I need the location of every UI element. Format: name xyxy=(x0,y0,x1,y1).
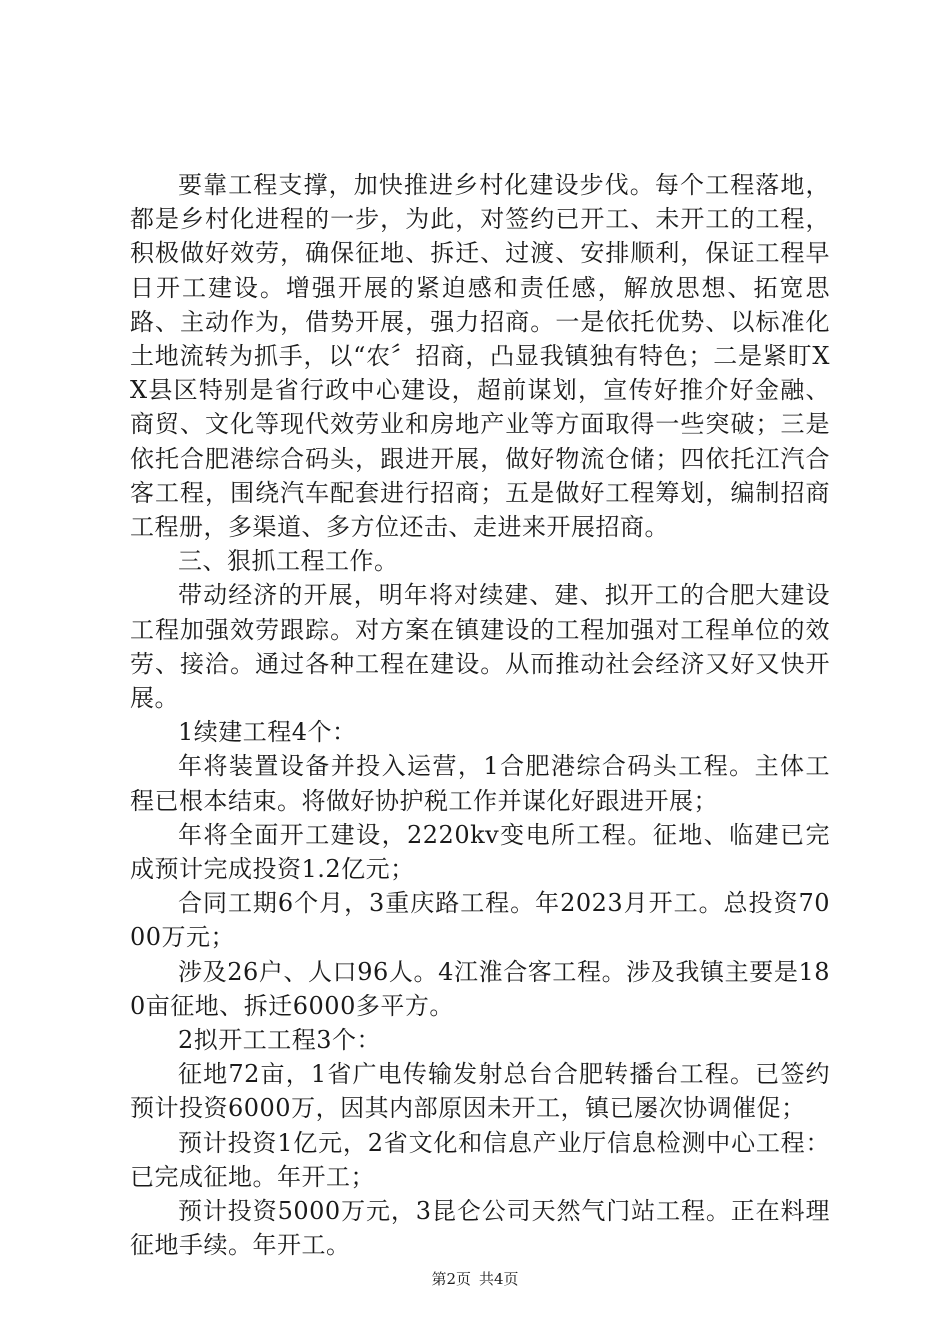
page-number: 第2页 xyxy=(431,1270,471,1288)
document-body xyxy=(130,168,830,1263)
paragraph-substation: 年将全面开工建设，2220kv变电所工程。征地、临建已完成预计完成投资1.2亿元； xyxy=(130,820,830,884)
paragraph-gas-station: 预计投资5000万元，3昆仑公司天然气门站工程。正在料理征地手续。年开工。 xyxy=(130,1197,830,1260)
page-footer xyxy=(0,1268,950,1289)
paragraph-port-terminal: 年将装置设备并投入运营，1合肥港综合码头工程。主体工程已根本结束。将做好协护税工作并谋化好跟进开展； xyxy=(130,752,830,815)
paragraph-info-testing-center: 预计投资1亿元，2省文化和信息产业厅信息检测中心工程：已完成征地。年开工； xyxy=(130,1128,830,1191)
paragraph-broadcast-station: 征地72亩，1省广电传输发射总台合肥转播台工程。已签约预计投资6000万，因其内部原因未开工，镇已屡次协调催促； xyxy=(130,1060,830,1123)
subheading-continued-projects: 1续建工程4个： xyxy=(178,718,357,747)
subheading-planned-projects: 2拟开工工程3个： xyxy=(178,1026,382,1055)
paragraph-economic-development: 带动经济的开展，明年将对续建、建、拟开工的合肥大建设工程加强效劳跟踪。对方案在镇建设的工程加强对工程单位的效劳、接洽。通过各种工程在建设。从而推动社会经济又好又快开展。 xyxy=(130,581,830,713)
paragraph-chongqing-road: 合同工期6个月，3重庆路工程。年2023月开工。总投资7000万元； xyxy=(130,889,830,952)
paragraph-jac-bus: 涉及26户、人口96人。4江淮合客工程。涉及我镇主要是180亩征地、拆迁6000多平方。 xyxy=(130,957,830,1020)
section-heading-projects: 三、狠抓工程工作。 xyxy=(178,547,399,576)
paragraph-project-support: 要靠工程支撑，加快推进乡村化建设步伐。每个工程落地，都是乡村化进程的一步，为此，对签约已开工、未开工的工程，积极做好效劳，确保征地、拆迁、过渡、安排顺利，保证工程早日开工建设。增强开展的紧迫感和责任感，解放思想、拓宽思路、主动作为，借势开展，强力招商。一是依托优势、以标准化土地流转为抓手，以“农〞招商，凸显我镇独有特色；二是紧盯XX县区特别是省行政中心建设，超前谋划，宣传好推介好金融、商贸、文化等现代效劳业和房地产业等方面取得一些突破；三是依托合肥港综合码头，跟进开展，做好物流仓储；四依托江汽合客工程，围绕汽车配套进行招商；五是做好工程筹划，编制招商工程册，多渠道、多方位还击、走进来开展招商。 xyxy=(130,171,830,542)
page-total: 共4页 xyxy=(479,1270,519,1288)
